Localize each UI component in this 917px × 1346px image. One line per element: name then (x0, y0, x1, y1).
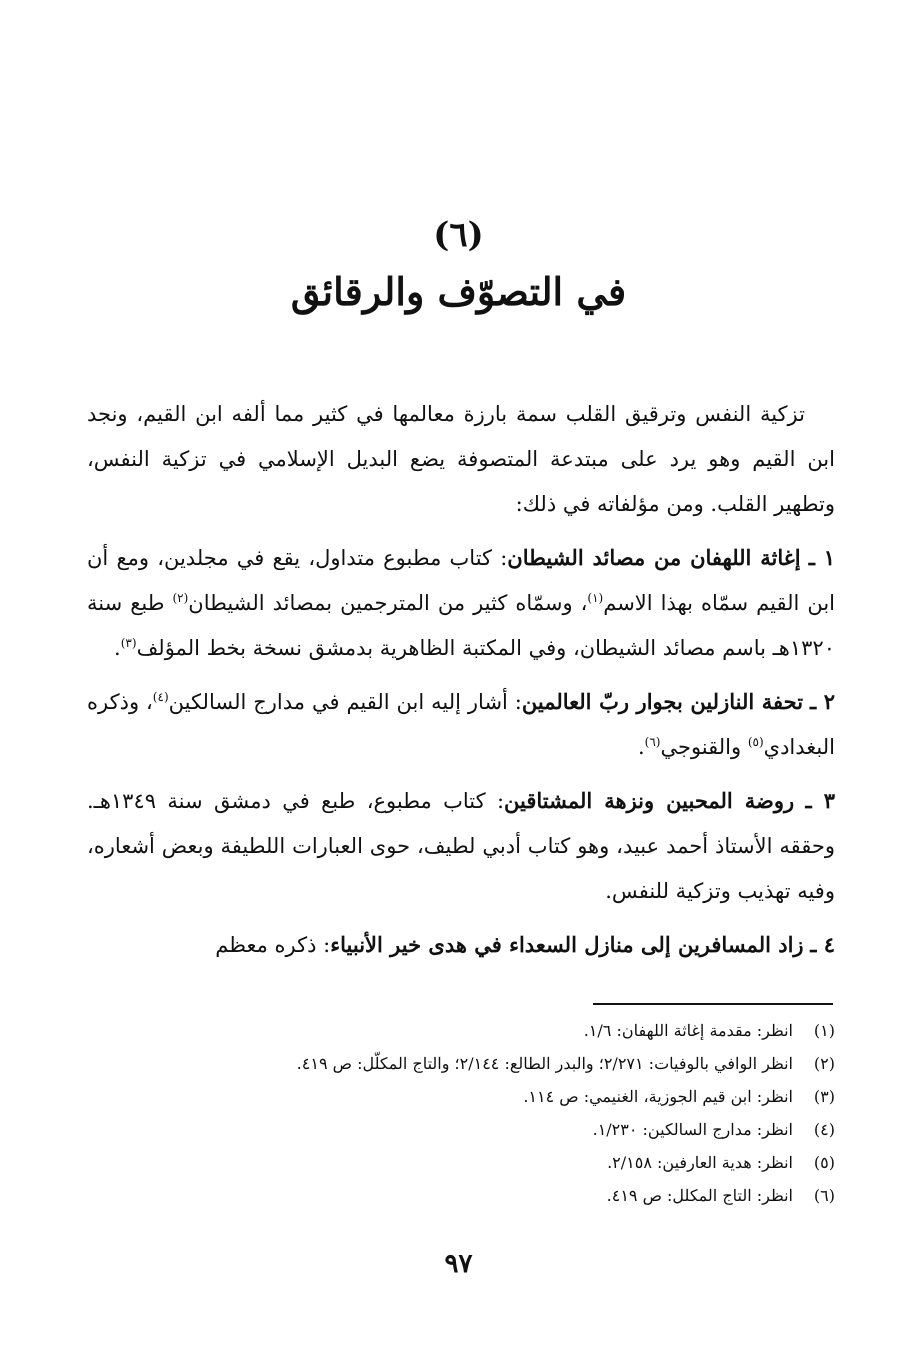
footnote (87, 1047, 835, 1080)
item-text: : كتاب مطبوع، طبع في دمشق سنة ١٣٤٩هـ. وحققه الأستاذ أحمد عبيد، وهو كتاب أدبي لطيف، حوى العبارات اللطيفة وبعض أشعاره، وفيه تهذيب وتزكية للنفس. (87, 789, 835, 903)
footnote-text: انظر: مدارج السالكين: ١/٢٣٠. (592, 1120, 793, 1139)
footnote-divider (593, 1003, 833, 1005)
footnote-number: (٥) (813, 1153, 835, 1172)
footnote-number: (٤) (813, 1120, 835, 1139)
footnote-text: انظر: مقدمة إغاثة اللهفان: ١/٦. (583, 1021, 793, 1040)
item-number: ١ ـ (808, 545, 836, 570)
footnote-ref[interactable]: (١) (587, 591, 604, 605)
page-number: ٩٧ (444, 1249, 473, 1279)
list-item (87, 778, 835, 914)
footnote-text: انظر: هدية العارفين: ٢/١٥٨. (607, 1153, 793, 1172)
list-item (87, 679, 835, 770)
intro-paragraph: تزكية النفس وترقيق القلب سمة بارزة معالمها في كثير مما ألفه ابن القيم، ونجد ابن القيم وهو يرد على مبتدعة المتصوفة يضع البديل الإسلامي في تزكية النفس، وتطهير القلب. ومن مؤلفاته في ذلك: (87, 402, 835, 516)
footnote (87, 1014, 835, 1047)
footnote-ref[interactable]: (٦) (644, 735, 661, 749)
footnote (87, 1146, 835, 1179)
item-text: ، وذكره البغدادي (87, 690, 835, 759)
item-text: : أشار إليه ابن القيم في مدارج السالكين (168, 690, 522, 714)
list-item (87, 922, 835, 968)
footnote-number: (١) (813, 1021, 835, 1040)
item-title: زاد المسافرين إلى منازل السعداء في هدى خير الأنبياء (330, 932, 804, 957)
item-text: : كتاب مطبوع متداول، يقع في مجلدين، ومع أن ابن القيم سمّاه بهذا الاسم (87, 546, 835, 615)
footnote-number: (٦) (813, 1186, 835, 1205)
body-text (87, 392, 835, 976)
footnote (87, 1113, 835, 1146)
item-number: ٤ ـ (810, 932, 835, 957)
item-text: . (637, 735, 645, 759)
chapter-title: في التصوّف والرقائق (290, 269, 627, 314)
footnote-ref[interactable]: (٢) (172, 591, 189, 605)
item-number: ٣ ـ (805, 788, 835, 813)
list-item (87, 535, 835, 671)
item-title: إغاثة اللهفان من مصائد الشيطان (507, 545, 801, 570)
footnote-number: (٢) (813, 1054, 835, 1073)
footnote-ref[interactable]: (٤) (152, 690, 169, 704)
item-text: والقنوجي (660, 735, 748, 759)
footnote-text: انظر الوافي بالوفيات: ٢/٢٧١؛ والبدر الطالع: ٢/١٤٤؛ والتاج المكلّل: ص ٤١٩. (296, 1054, 793, 1073)
footnote-text: انظر: التاج المكلل: ص ٤١٩. (606, 1186, 793, 1205)
footnote-ref[interactable]: (٥) (747, 735, 764, 749)
chapter-number: (٦) (433, 215, 484, 255)
footnote (87, 1080, 835, 1113)
item-text: : ذكره معظم (215, 933, 331, 957)
footnote-text: انظر: ابن قيم الجوزية، الغنيمي: ص ١١٤. (523, 1087, 793, 1106)
item-text: طبع سنة ١٣٢٠هـ باسم مصائد الشيطان، وفي المكتبة الظاهرية بدمشق نسخة بخط المؤلف (87, 591, 835, 660)
item-text: ، وسمّاه كثير من المترجمين بمصائد الشيطان (188, 591, 588, 615)
footnote (87, 1179, 835, 1212)
footnotes (87, 1014, 835, 1212)
footnote-ref[interactable]: (٣) (120, 636, 137, 650)
item-title: روضة المحبين ونزهة المشتاقين (504, 788, 795, 813)
footnote-number: (٣) (813, 1087, 835, 1106)
item-title: تحفة النازلين بجوار ربّ العالمين (521, 689, 804, 714)
item-number: ٢ ـ (809, 689, 835, 714)
item-text: . (114, 636, 121, 660)
